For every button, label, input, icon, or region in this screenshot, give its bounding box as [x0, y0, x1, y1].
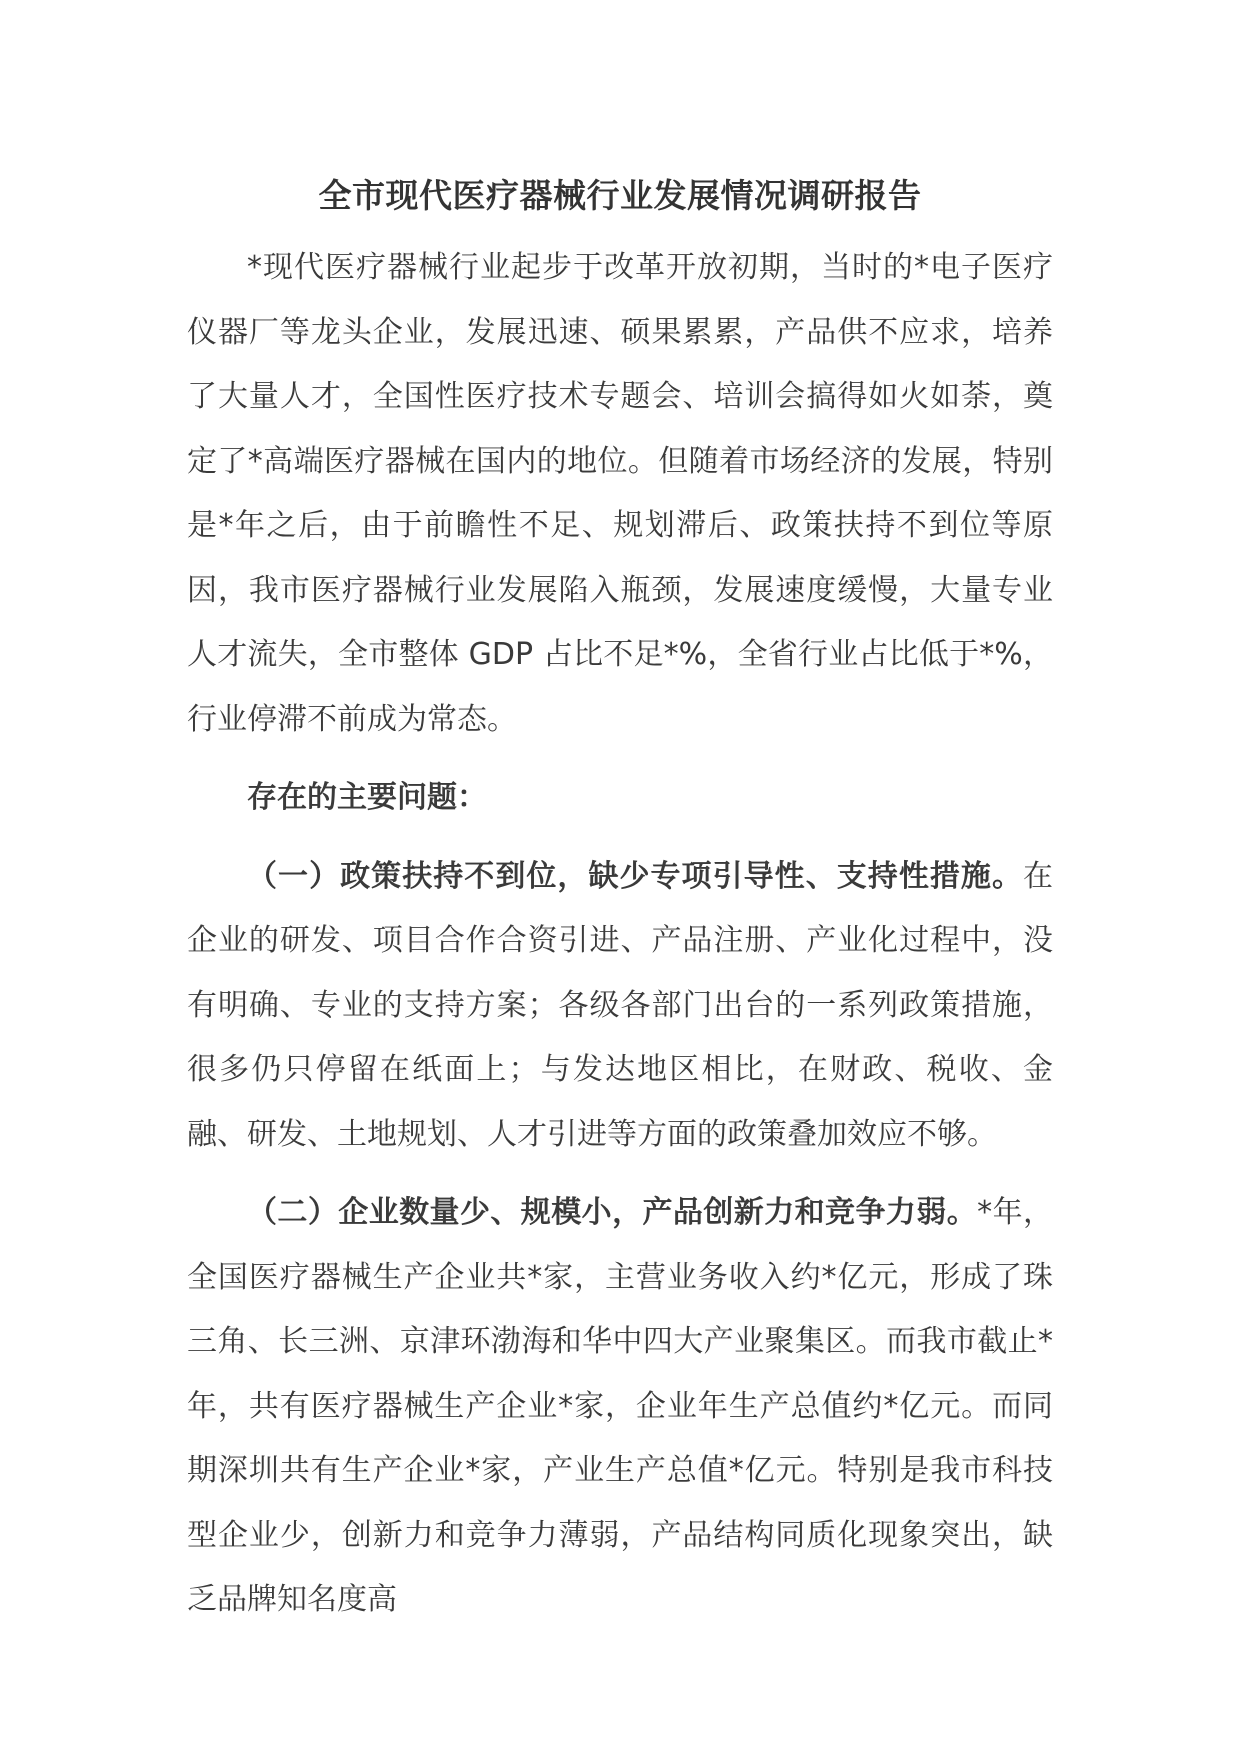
intro-paragraph: *现代医疗器械行业起步于改革开放初期，当时的*电子医疗仪器厂等龙头企业，发展迅速、硕果累累，产品供不应求，培养了大量人才，全国性医疗技术专题会、培训会搞得如火如荼，奠定了*高端医疗器械在国内的地位。但随着市场经济的发展，特别是*年之后，由于前瞻性不足、规划滞后、政策扶持不到位等原因，我市医疗器械行业发展陷入瓶颈，发展速度缓慢，大量专业人才流失，全市整体 GDP 占比不足*%，全省行业占比低于*%，行业停滞不前成为常态。 — [187, 250, 1053, 737]
problems-heading: 存在的主要问题： — [247, 780, 487, 815]
document-title: 全市现代医疗器械行业发展情况调研报告 — [318, 176, 922, 215]
problem-two-body: *年，全国医疗器械生产企业共*家，主营业务收入约*亿元，形成了珠三角、长三洲、京津环渤海和华中四大产业聚集区。而我市截止*年，共有医疗器械生产企业*家，企业年生产总值约*亿元。而同期深圳共有生产企业*家，产业生产总值*亿元。特别是我市科技型企业少，创新力和竞争力薄弱，产品结构同质化现象突出，缺乏品牌知名度高 — [187, 1195, 1054, 1617]
document-page — [187, 172, 1053, 1633]
problem-two-heading: （二）企业数量少、规模小，产品创新力和竞争力弱。 — [247, 1195, 978, 1230]
problem-one-body: 在企业的研发、项目合作合资引进、产品注册、产业化过程中，没有明确、专业的支持方案；各级各部门出台的一系列政策措施，很多仍只停留在纸面上；与发达地区相比，在财政、税收、金融、研发、土地规划、人才引进等方面的政策叠加效应不够。 — [187, 858, 1053, 1152]
problem-one-heading: （一）政策扶持不到位，缺少专项引导性、支持性措施。 — [247, 858, 1023, 894]
problem-one-paragraph — [187, 845, 1053, 1168]
problem-two-paragraph — [187, 1181, 1053, 1633]
